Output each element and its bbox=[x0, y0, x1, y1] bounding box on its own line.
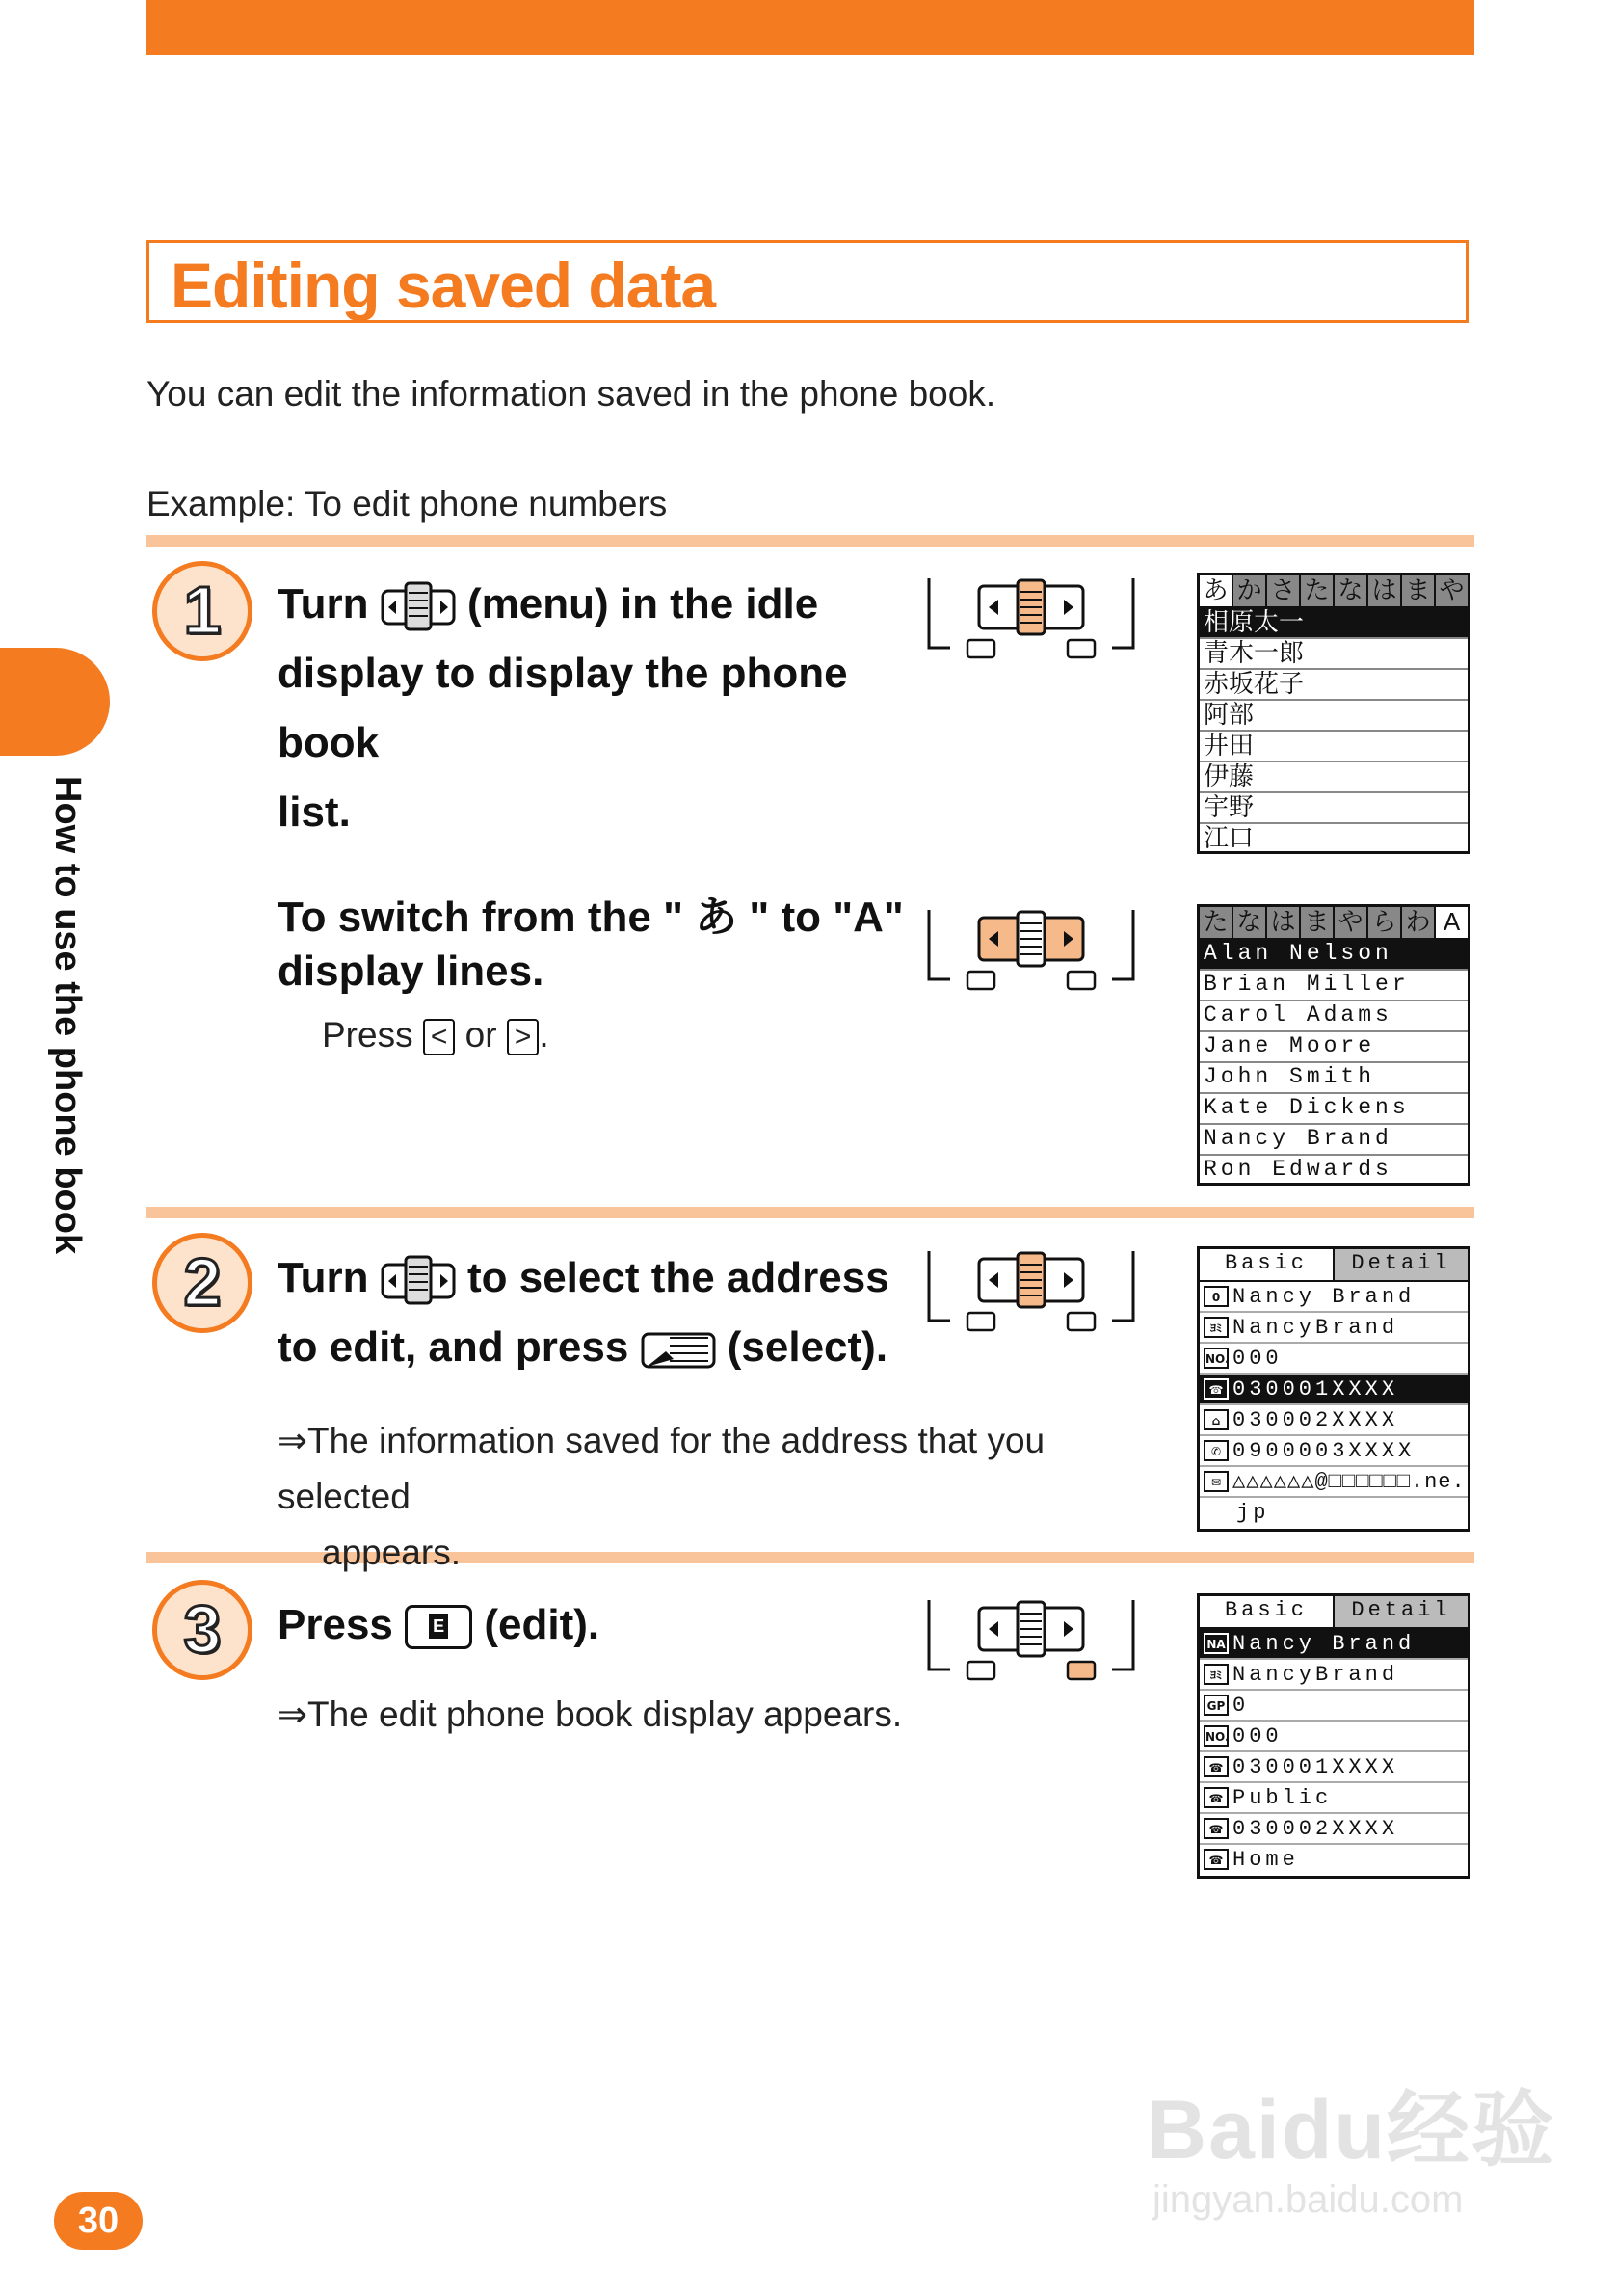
step1-sub-head-b: display lines. bbox=[278, 948, 544, 995]
row-text: 030002XXXX bbox=[1232, 1816, 1399, 1841]
select-press-icon bbox=[641, 1324, 716, 1375]
tab[interactable]: た bbox=[1301, 575, 1335, 606]
tab[interactable]: A bbox=[1436, 907, 1468, 938]
tab[interactable]: は bbox=[1368, 575, 1402, 606]
row-text: 0 bbox=[1232, 1693, 1250, 1718]
tab-detail[interactable]: Detail bbox=[1333, 1249, 1468, 1280]
mail-icon: ✉ bbox=[1204, 1471, 1229, 1492]
top-bar bbox=[146, 0, 1474, 55]
list-item[interactable]: 阿部 bbox=[1200, 701, 1468, 732]
group-icon: GP bbox=[1204, 1695, 1229, 1716]
step1-sub-head-a: To switch from the " あ " to "A" bbox=[278, 894, 904, 941]
number-icon: NO. bbox=[1204, 1348, 1229, 1369]
detail-row[interactable] bbox=[1200, 1436, 1468, 1467]
detail-tabs bbox=[1200, 1249, 1468, 1282]
step2-result-a: ⇒The information saved for the address that you selected bbox=[278, 1421, 1046, 1516]
phone-screen-kana-list bbox=[1197, 573, 1470, 854]
list-item[interactable]: 赤坂花子 bbox=[1200, 670, 1468, 701]
tab[interactable]: な bbox=[1335, 575, 1368, 606]
reading-icon: ﾖﾐ bbox=[1204, 1664, 1229, 1685]
row-text: 000 bbox=[1232, 1723, 1283, 1749]
tab[interactable]: あ bbox=[1200, 575, 1233, 606]
tab[interactable]: ま bbox=[1301, 907, 1335, 938]
edit-row[interactable] bbox=[1200, 1752, 1468, 1783]
detail-row[interactable] bbox=[1200, 1405, 1468, 1436]
list-item[interactable]: Ron Edwards bbox=[1204, 1157, 1392, 1182]
contact-list bbox=[1200, 608, 1468, 853]
step3-head-b: (edit). bbox=[484, 1601, 600, 1648]
list-item[interactable]: Brian Miller bbox=[1200, 971, 1468, 1001]
row-text: NancyBrand bbox=[1232, 1662, 1399, 1687]
keypad-diagram bbox=[925, 569, 1137, 675]
example-text: Example: To edit phone numbers bbox=[146, 484, 668, 523]
step1-sub-heading bbox=[278, 891, 914, 999]
row-text: 030001XXXX bbox=[1232, 1376, 1399, 1402]
separator bbox=[146, 535, 1474, 547]
list-item[interactable]: 相原太一 bbox=[1200, 608, 1468, 639]
list-item[interactable]: John Smith bbox=[1200, 1063, 1468, 1094]
step2-head-b: to select the address bbox=[466, 1254, 889, 1301]
step1-head-c: display to display the phone book bbox=[278, 650, 848, 766]
mobile-icon: ✆ bbox=[1204, 1440, 1229, 1461]
step2-result-b: appears. bbox=[322, 1533, 461, 1572]
tab-basic[interactable]: Basic bbox=[1224, 1598, 1308, 1622]
tab[interactable]: ま bbox=[1402, 575, 1436, 606]
step1-head-a: Turn bbox=[278, 580, 369, 627]
detail-row[interactable] bbox=[1200, 1498, 1468, 1527]
step-number: 1 bbox=[152, 561, 252, 661]
row-text: Nancy Brand bbox=[1232, 1631, 1416, 1656]
phone-icon: ☎ bbox=[1204, 1378, 1229, 1400]
tab[interactable]: や bbox=[1335, 907, 1368, 938]
list-item[interactable]: Alan Nelson bbox=[1200, 940, 1468, 971]
phone-icon: ☎ bbox=[1204, 1787, 1229, 1808]
press-text: Press bbox=[322, 1015, 413, 1055]
step2-result bbox=[278, 1413, 1126, 1581]
edit-row[interactable] bbox=[1200, 1660, 1468, 1691]
tab[interactable]: ら bbox=[1368, 907, 1402, 938]
list-item[interactable]: Carol Adams bbox=[1200, 1001, 1468, 1032]
phone-screen-alpha-list bbox=[1197, 904, 1470, 1186]
list-item[interactable]: 青木一郎 bbox=[1200, 639, 1468, 670]
row-text: 030002XXXX bbox=[1232, 1407, 1399, 1432]
keypad-diagram bbox=[925, 900, 1137, 1006]
step2-head-d: (select). bbox=[727, 1323, 888, 1371]
phone-icon: ☎ bbox=[1204, 1849, 1229, 1870]
home-icon: ⌂ bbox=[1204, 1409, 1229, 1430]
edit-row[interactable] bbox=[1200, 1691, 1468, 1722]
title-box bbox=[146, 240, 1469, 323]
step1-head-b: (menu) in the idle bbox=[466, 580, 819, 627]
tab[interactable]: は bbox=[1267, 907, 1301, 938]
row-text: 0900003XXXX bbox=[1232, 1438, 1416, 1463]
row-text: 030001XXXX bbox=[1232, 1754, 1399, 1779]
tab[interactable]: た bbox=[1200, 907, 1233, 938]
step-number: 3 bbox=[152, 1580, 252, 1680]
edit-row[interactable] bbox=[1200, 1783, 1468, 1814]
edit-row[interactable] bbox=[1200, 1629, 1468, 1660]
phone-icon: ☎ bbox=[1204, 1756, 1229, 1777]
step3-result: ⇒The edit phone book display appears. bbox=[278, 1695, 903, 1734]
list-item[interactable]: Kate Dickens bbox=[1200, 1094, 1468, 1125]
row-text: Public bbox=[1232, 1785, 1333, 1810]
watermark-url: jingyan.baidu.com bbox=[1152, 2178, 1464, 2221]
side-label: How to use the phone book bbox=[47, 776, 88, 1255]
right-key[interactable]: > bbox=[507, 1019, 540, 1055]
left-key[interactable]: < bbox=[423, 1019, 456, 1055]
step1-press-line bbox=[322, 1007, 549, 1063]
detail-row[interactable] bbox=[1200, 1282, 1468, 1313]
tab[interactable]: な bbox=[1233, 907, 1267, 938]
row-text: Home bbox=[1232, 1847, 1299, 1872]
page-number: 30 bbox=[54, 2192, 143, 2250]
detail-tabs bbox=[1200, 1596, 1468, 1629]
detail-row[interactable] bbox=[1200, 1375, 1468, 1405]
tab-detail[interactable]: Detail bbox=[1333, 1596, 1468, 1627]
step3-heading bbox=[278, 1590, 952, 1660]
row-text: △△△△△△@□□□□□□.ne. bbox=[1232, 1470, 1466, 1494]
list-item[interactable]: Jane Moore bbox=[1200, 1032, 1468, 1063]
edit-key[interactable] bbox=[405, 1605, 472, 1649]
jog-dial-icon bbox=[381, 581, 456, 631]
kana-tabs bbox=[1200, 575, 1468, 608]
row-text: NancyBrand bbox=[1232, 1315, 1399, 1340]
detail-row[interactable] bbox=[1200, 1313, 1468, 1344]
or-text: or bbox=[464, 1015, 497, 1055]
step1-head-d: list. bbox=[278, 788, 351, 836]
reading-icon: ﾖﾐ bbox=[1204, 1317, 1229, 1338]
name-icon: NA bbox=[1204, 1633, 1229, 1654]
watermark-logo: Baidu经验 bbox=[1147, 2084, 1556, 2176]
page-title: Editing saved data bbox=[171, 250, 716, 321]
step2-head-a: Turn bbox=[278, 1254, 369, 1301]
jog-dial-icon bbox=[381, 1255, 456, 1305]
intro-text: You can edit the information saved in the phone book. bbox=[146, 374, 996, 414]
contact-list bbox=[1200, 940, 1468, 1185]
detail-row[interactable] bbox=[1200, 1344, 1468, 1375]
list-item[interactable]: 江口 bbox=[1204, 824, 1255, 852]
separator bbox=[146, 1207, 1474, 1218]
edit-row[interactable] bbox=[1200, 1814, 1468, 1845]
list-item[interactable]: 伊藤 bbox=[1200, 762, 1468, 793]
detail-row[interactable] bbox=[1200, 1467, 1468, 1498]
keypad-diagram bbox=[925, 1590, 1137, 1696]
phone-screen-contact-detail bbox=[1197, 1246, 1470, 1532]
edit-row[interactable] bbox=[1200, 1722, 1468, 1752]
row-text: 000 bbox=[1232, 1346, 1283, 1371]
keypad-diagram bbox=[925, 1241, 1137, 1348]
edit-key-label: E bbox=[429, 1614, 448, 1639]
list-item[interactable]: Nancy Brand bbox=[1200, 1125, 1468, 1156]
record-number-icon: 0 bbox=[1204, 1286, 1229, 1307]
alpha-tabs bbox=[1200, 907, 1468, 940]
period-text: . bbox=[539, 1015, 549, 1055]
step2-heading bbox=[278, 1243, 952, 1382]
phone-screen-edit bbox=[1197, 1593, 1470, 1879]
phone-icon: ☎ bbox=[1204, 1818, 1229, 1839]
list-item[interactable]: 井田 bbox=[1200, 732, 1468, 762]
edit-row[interactable] bbox=[1200, 1845, 1468, 1874]
tab[interactable]: さ bbox=[1267, 575, 1301, 606]
tab[interactable]: か bbox=[1233, 575, 1267, 606]
row-text: jp bbox=[1236, 1500, 1270, 1525]
tab[interactable]: わ bbox=[1402, 907, 1436, 938]
tab[interactable]: や bbox=[1436, 575, 1468, 606]
number-icon: NO. bbox=[1204, 1725, 1229, 1747]
side-tab bbox=[0, 648, 110, 756]
step1-heading bbox=[278, 570, 914, 847]
list-item[interactable]: 宇野 bbox=[1200, 793, 1468, 824]
step-number: 2 bbox=[152, 1233, 252, 1333]
step3-head-a: Press bbox=[278, 1601, 393, 1648]
tab-basic[interactable]: Basic bbox=[1224, 1251, 1308, 1275]
row-text: Nancy Brand bbox=[1232, 1284, 1416, 1309]
step2-head-c: to edit, and press bbox=[278, 1323, 629, 1371]
